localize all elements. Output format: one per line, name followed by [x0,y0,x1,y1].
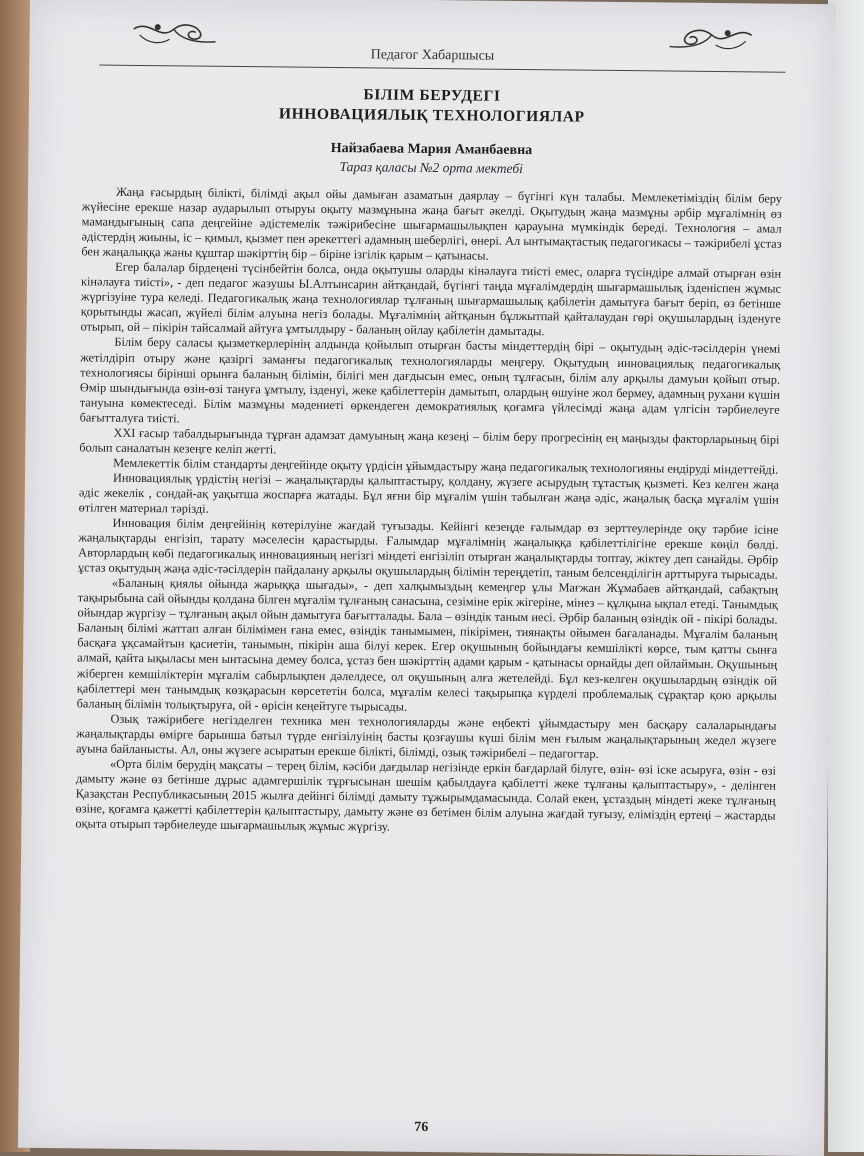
body-paragraph: «Орта білім берудің мақсаты – терең білім, кәсіби дағдылар негізінде еркін бағдарлай білуге, өзін- өзі іске асыруға, өзін - өзі дамыту және өз бетінше дұрыс адамгершілік тұрғысынан шешім қабылдауға қабілетті жеке тұлғаны қалыптастыру», - делінген Қазақстан Республикасының 2015 жылға дейінгі білімді дамыту тұжырымдамасында. Солай екен, ұстаздың міндеті жеке тұлғаның өзіне, қоғамға қажетті қабілеттерін қалыптастыру, дамыту және өз бетімен білім алуына жағдай туғызу, еліміздің ертеңі – жастарды оқыта отырып тәрбиелеуде шығармашылық жұмыс жүргізу. [75,756,777,834]
body-paragraph: Инновациялық үрдістің негізі – жаңалықтарды қалыптастыру, қолдану, жүзеге асырудың тұтастық қызметі. Кез келген жаңа әдіс жекелік , сондай-ақ уақытша жоспарға жатады. Бұл яғни бір мұғалім үшін табылған жаңа әдіс, жаңалық басқа мұғалім үшін өтілген материал тәрізді. [78,470,780,516]
body-paragraph: Егер балалар бірдеңені түсінбейтін болса, онда оқытушы оларды кінәлауға тиісті емес, оларға түсіндіре алмай отырған өзін кінәлауға тиісті», - деп педагог жазушы Ы.Алтынсарин айтқандай, бүгінгі таңда мұғалімдердің шығармашылық ізденіспен жұмыс жүргізуіне тура келеді. Педагогикалық жаңа технологиялар тұлғаның шығармашылық қабілетін дамытуға бағыт беріп, өз бетінше қорытынды жасап, жүйелі білім алуына негіз болады. Мұғалімнің айтқанын бұлжытпай қайталаудан гөрі оқушылардың ізденуге отырып, ой – пікірін тайсалмай айтуға ұмтылдыру - баланың ойлау қабілетін дамытады. [80,259,782,339]
journal-page [18,0,836,1156]
article-body [75,184,782,838]
article-title-line-2: ИННОВАЦИЯЛЫҚ ТЕХНОЛОГИЯЛАР [278,105,585,126]
body-paragraph: Инновация білім деңгейінің көтерілуіне жағдай туғызады. Кейінгі кезеңде ғалымдар өз зерттеулерінде оқу тәрбие ісіне жаңалықтарды енгізіп, тарату мәселесін қарастырды. Ғалымдар мұғалімнің жаңалыққа қабілеттілігіне ерекше көңіл бөлді. Авторлардың көбі педагогикалық инновацияның негізгі міндеті енгізіліп отырған жаңалықтарды топтау, жіктеу деп санайды. Әрбір ұстаз оқытудың жаңа әдіс-тәсілдерін пайдалану арқылы оқушылардың білімін тереңдетіп, таным белсенділігін арттыруға тырысады. [77,515,779,582]
body-paragraph: Озық тәжірибеге негізделген техника мен технологияларды және еңбекті ұйымдастыру мен басқару салаларындағы жаңалықтарды өмірге барынша батыл түрде енгізілуінің басты қозғаушы күші білім мен ғылым жаңалықтарының жедел жүзеге ауына байланысты. Ал, оны жүзеге асыратын ерекше білікті, білімді, озық тәжірибелі – педагогтар. [76,711,777,761]
body-paragraph: «Баланың қиялы ойында жарыққа шығады», - деп халқымыздың кемеңгер ұлы Мағжан Жұмабаев айтқандай, сабақтың тақырыбына сай ойынды қолдана білген мұғалім тұлғаның санасына, сезіміне ерік жігеріне, мінез – құлқына ықпал етеді. Танымдық ойындар жүргізу – тұлғаның ақыл ойын дамытуға бағытталады. Бала – өзіндік таным иесі. Әрбір баланың өзіндік ой - пікірі болады. Баланың білімі жаттап алған білімімен ғана емес, өзіндік танымымен, пікірімен, тиянақты ойымен бағаланады. Мұғалім баланың басқаға ұқсамайтын қасиетін, танымын, пікірін аша білуі керек. Егер оқушының бойындағы кемшілікті көрсе, тым қатты сынға алмай, қайта ықыласы мен ынтасына демеу болса, ұстаз бен шәкірттің адами қарым - қатынасы орнайды деп ойлаймын. Оқушының жіберген кемшіліктерін мұғалім сабырлықпен дәлелдесе, ол оқушының алға жетелейді. Бұл кез-келген оқушылардың өзіндік ой қабілеттері мен танымдық көзқарасын көрсететін болса, мұғалім келесі тақырыпқа күрделі проблемалық сұрақтар қою арқылы баланың білімін толықтыруға, ой - өрісін кеңейтуге тырысады. [76,575,778,714]
page-header [69,14,795,62]
body-paragraph: Жаңа ғасырдың білікті, білімді ақыл ойы дамыған азаматын даярлау – бүгінгі күн талабы. Мемлекетіміздің білім беру жүйесіне ерекше назар аударылып отыруы оқыту мазмұнына жаңа бағыт әкелді. Оқытудың жаңа мазмұны әрбір мұғалімнің өз мамандығының сапа деңгейіне әдістемелік тәжірибесіне шығармашылықпен қарауына мүмкіндік береді. Технология – амал әдістердің жиыны, іс – қимыл, қызмет пен әрекеттегі адамның шеберлігі, өнері. Ал ынтымақтастық педагогикасы – тәжірибелі ұстаз бен жаңалыққа жаны құштар шәкірттің бір – біріне ізгілік қарым – қатынасы. [81,184,783,263]
article-title [99,83,765,130]
article-author: Найзабаева Мария Аманбаевна [330,140,533,159]
author-affiliation: Тараз қаласы №2 орта мектебі [339,159,524,176]
body-paragraph: Мемлекеттік білім стандарты деңгейінде оқыту үрдісін ұйымдастыру жаңа педагогикалық технологияны ендіруді міндеттейді. [113,455,779,477]
body-paragraph: Білім беру саласы қызметкерлерінің алдында қойылып отырған басты міндеттердің бірі – оқытудың әдіс-тәсілдерін үнемі жетілдіріп отыру және қазіргі заманғы педагогикалық технологияларды меңгеру. Оқытудың инновациялық педагогикалық технологиясы бірінші орынға баланың білімін, білігі мен дағдысын емес, оның тұлғасын, білім алу арқылы дамуын қойып отыр. Өмір шындығында өзін-өзі тануға ұмтылу, ізденуі, жеке қабілеттерін дамытып, олардың өшуіне жол бермеу, адамның рухани күшін тануына көмектеседі. Білім мазмұны мәдениеті өркендеген демократиялық қоғамға үйлесімді жаңа адам үлгісін тәрбиелеуге бағытталуға тиісті. [79,335,781,426]
page-number: 76 [414,1119,429,1136]
body-paragraph: XXI ғасыр табалдырығында тұрған адамзат дамуының жаңа кезеңі – білім беру прогресінің ең маңызды факторларының бірі болып саналатын кезеңге келіп жетті. [79,425,780,457]
article-title-line-1: БІЛІМ БЕРУДЕГІ [363,86,501,105]
journal-name: Педагог Хабаршысы [370,47,495,64]
